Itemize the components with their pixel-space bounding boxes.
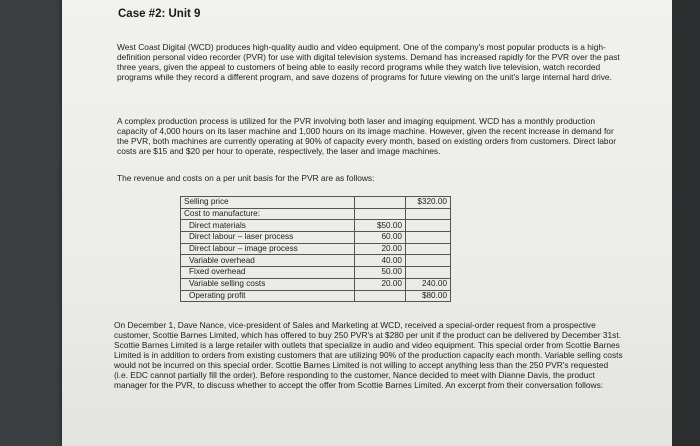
cost-value xyxy=(355,208,406,220)
total-value xyxy=(406,220,451,232)
cost-value xyxy=(355,290,406,302)
row-label: Selling price xyxy=(181,197,355,209)
cost-value: 40.00 xyxy=(355,255,406,267)
background-edge xyxy=(672,0,700,446)
row-label: Operating profit xyxy=(181,290,355,302)
table-row xyxy=(181,208,451,220)
cost-value: 20.00 xyxy=(355,243,406,255)
table-row xyxy=(181,255,451,267)
document-page xyxy=(62,0,672,446)
table-row xyxy=(181,278,451,290)
row-label: Variable selling costs xyxy=(181,278,355,290)
total-value xyxy=(406,232,451,244)
table-row xyxy=(181,220,451,232)
table-intro-paragraph: The revenue and costs on a per unit basis for the PVR are as follows: xyxy=(117,173,375,183)
case-title: Case #2: Unit 9 xyxy=(118,8,201,20)
total-value xyxy=(406,255,451,267)
intro-paragraph: West Coast Digital (WCD) produces high-quality audio and video equipment. One of the company's most popular products is a high-definition personal video recorder (PVR) for use with digital television systems. Demand has increased rapidly for the PVR over the past three years, given the appeal to customers of being able to easily record programs while they watch live television, watch recorded programs while they record a different program, and save dozens of programs for future viewing on the unit's large internal hard drive. xyxy=(117,42,620,82)
total-value xyxy=(406,243,451,255)
production-paragraph: A complex production process is utilized for the PVR involving both laser and imaging equipment. WCD has a monthly production capacity of 4,000 hours on its laser machine and 1,000 hours on its image machine. However, given the recent increase in demand for the PVR, both machines are currently operating at 90% of capacity every month, based on existing orders from customers. Direct labor costs are $15 and $20 per hour to operate, respectively, the laser and image machines. xyxy=(117,116,617,156)
row-label: Direct materials xyxy=(181,220,355,232)
table-row xyxy=(181,197,451,209)
cost-value: 20.00 xyxy=(355,278,406,290)
total-value: $320.00 xyxy=(406,197,451,209)
row-label: Cost to manufacture: xyxy=(181,208,355,220)
cost-value xyxy=(355,197,406,209)
revenue-cost-table xyxy=(180,196,451,302)
total-value xyxy=(406,267,451,279)
row-label: Direct labour – laser process xyxy=(181,232,355,244)
row-label: Fixed overhead xyxy=(181,267,355,279)
total-value: $80.00 xyxy=(406,290,451,302)
row-label: Direct labour – image process xyxy=(181,243,355,255)
cost-value: $50.00 xyxy=(355,220,406,232)
cost-value: 50.00 xyxy=(355,267,406,279)
table-row xyxy=(181,232,451,244)
table-row xyxy=(181,267,451,279)
row-label: Variable overhead xyxy=(181,255,355,267)
table-row xyxy=(181,290,451,302)
cost-value: 60.00 xyxy=(355,232,406,244)
total-value xyxy=(406,208,451,220)
table-row xyxy=(181,243,451,255)
special-order-paragraph: On December 1, Dave Nance, vice-president of Sales and Marketing at WCD, received a special-order request from a prospective customer, Scottie Barnes Limited, which has offered to buy 250 PVR's at $280 per unit if the product can be delivered by December 31st. Scottie Barnes Limited is a large retailer with outlets that specialize in audio and video equipment. This special order from Scottie Barnes Limited is in addition to orders from existing customers that are utilizing 90% of the production capacity each month. Variable selling costs would not be incurred on this special order. Scottie Barnes Limited is not willing to accept anything less than the 250 PVR's requested (i.e. EDC cannot partially fill the order). Before responding to the customer, Nance decided to meet with Dianne Davis, the product manager for the PVR, to discuss whether to accept the offer from Scottie Barnes Limited. An excerpt from their conversation follows: xyxy=(114,320,623,390)
total-value: 240.00 xyxy=(406,278,451,290)
